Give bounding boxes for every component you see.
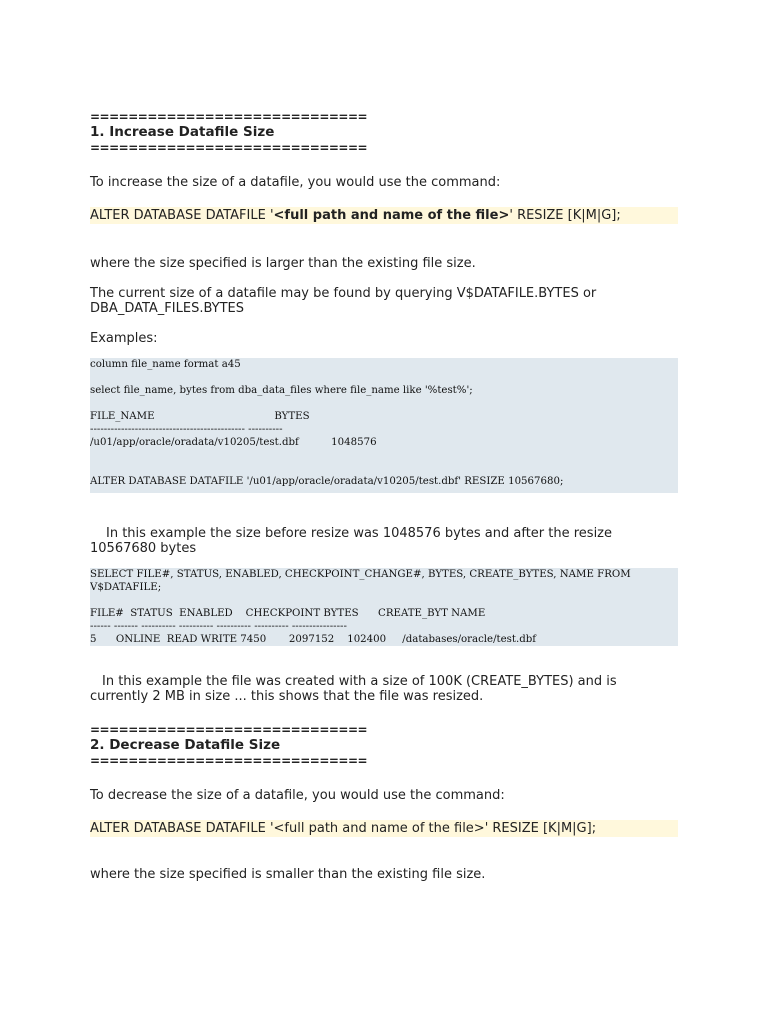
example-note	[90, 526, 678, 556]
created-note-text: In this example the file was created with a size of 100K (CREATE_BYTES) and is currently 2 MB in size ... this shows that the file was resized.	[90, 674, 617, 704]
divider: =============================	[90, 110, 368, 124]
command-placeholder: <full path and name of the file>	[273, 208, 510, 223]
section-2-intro: To decrease the size of a datafile, you would use the command:	[90, 788, 505, 803]
section-1-heading: 1. Increase Datafile Size	[90, 124, 275, 140]
section-1-where: where the size specified is larger than the existing file size.	[90, 256, 476, 271]
command-prefix: ALTER DATABASE DATAFILE '	[90, 208, 274, 223]
created-note	[90, 674, 678, 704]
example-note-text: In this example the size before resize was 1048576 bytes and after the resize 10567680 bytes	[90, 526, 613, 556]
divider: =============================	[90, 141, 368, 155]
command-suffix: ' RESIZE [K|M|G];	[509, 208, 621, 223]
section-2-command: ALTER DATABASE DATAFILE '<full path and name of the file>' RESIZE [K|M|G];	[90, 820, 678, 837]
section-1-command	[90, 207, 678, 224]
divider: =============================	[90, 723, 368, 737]
section-2-heading: 2. Decrease Datafile Size	[90, 737, 281, 753]
examples-label: Examples:	[90, 331, 158, 346]
code-block-datafile-query: SELECT FILE#, STATUS, ENABLED, CHECKPOINT_CHANGE#, BYTES, CREATE_BYTES, NAME FROM V$DATAFILE; FILE# STATUS ENABLED CHECKPOINT BYTES CREATE_BYT NAME ------ ------- ---------- ---------- ---------- ---------- ---------------- 5 ONLINE READ WRITE 7450 2097152 102400 /databases/oracle/test.dbf	[90, 568, 678, 646]
section-1-intro: To increase the size of a datafile, you would use the command:	[90, 175, 501, 190]
current-size-text: The current size of a datafile may be found by querying V$DATAFILE.BYTES or DBA_DATA_FILES.BYTES	[90, 286, 597, 316]
divider: =============================	[90, 754, 368, 768]
section-2-where: where the size specified is smaller than the existing file size.	[90, 867, 486, 882]
document-body	[90, 110, 678, 882]
code-block-resize: column file_name format a45 select file_name, bytes from dba_data_files where file_name like '%test%'; FILE_NAME BYTES --------------------------------------------- ---------- /u01/app/oracle/oradata/v10205/test.dbf 1048576 ALTER DATABASE DATAFILE '/u01/app/oracle/oradata/v10205/test.dbf' RESIZE 10567680;	[90, 358, 678, 493]
